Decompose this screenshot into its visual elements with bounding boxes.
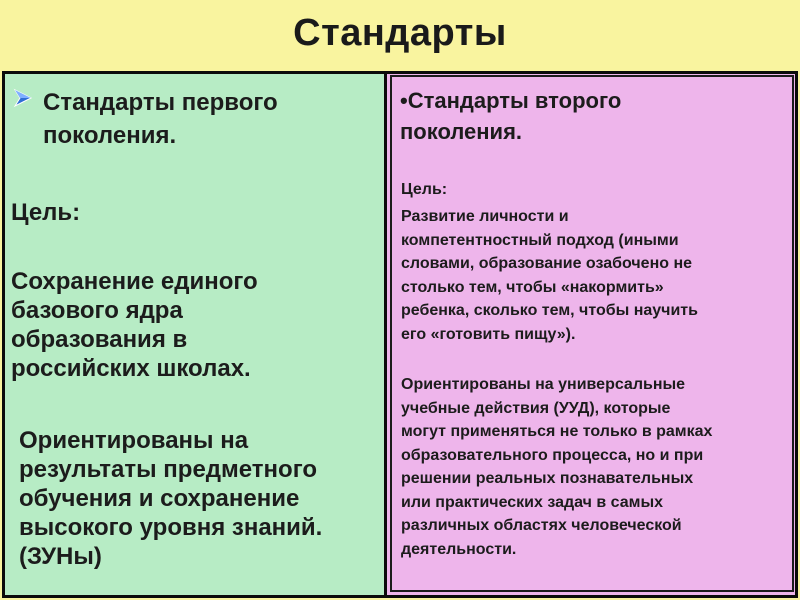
text-line: образования в xyxy=(11,326,188,353)
text-line: обучения и сохранение xyxy=(19,485,300,512)
first-generation-goal-text xyxy=(11,267,401,383)
goal-label: Цель: xyxy=(11,199,81,226)
page-title: Стандарты xyxy=(293,12,507,54)
heading-line: Стандарты второго xyxy=(407,88,622,113)
text-line: или практических задач в самых xyxy=(401,493,664,511)
text-line: базового ядра xyxy=(11,297,183,324)
text-line: учебные действия (УУД), которые xyxy=(401,399,671,417)
text-line: высокого уровня знаний. xyxy=(19,514,323,541)
text-line: столько тем, чтобы «накормить» xyxy=(401,278,664,296)
text-line: различных областях человеческой xyxy=(401,517,682,534)
bullet-icon: • xyxy=(400,88,408,113)
text-line: Развитие личности и xyxy=(401,208,569,225)
text-line: ребенка, сколько тем, чтобы научить xyxy=(401,302,698,319)
second-generation-frame xyxy=(390,75,794,592)
first-generation-panel xyxy=(2,71,390,598)
text-line: Сохранение единого xyxy=(11,268,258,295)
second-generation-orientation-text xyxy=(401,373,786,561)
text-line: (ЗУНы) xyxy=(19,543,102,570)
text-line: словами, образование озабочено не xyxy=(401,255,693,272)
heading-line: Стандарты первого xyxy=(43,89,278,116)
text-line: российских школах. xyxy=(11,355,251,382)
first-generation-orientation-text xyxy=(13,426,383,571)
second-generation-panel xyxy=(384,71,798,598)
text-line: его «готовить пищу»). xyxy=(401,325,576,343)
second-generation-heading xyxy=(400,85,780,147)
text-line: компетентностный подход (иными xyxy=(401,231,679,249)
heading-line: поколения. xyxy=(43,122,177,149)
text-line: результаты предметного xyxy=(19,456,318,483)
first-generation-heading xyxy=(43,86,383,152)
arrow-bullet-icon xyxy=(13,88,33,108)
second-generation-goal-text xyxy=(401,205,781,346)
text-line: деятельности. xyxy=(401,540,517,558)
heading-line: поколения. xyxy=(400,119,523,144)
text-line: образовательного процесса, но и при xyxy=(401,446,704,464)
text-line: могут применяться не только в рамках xyxy=(401,423,713,440)
goal-label: Цель: xyxy=(401,181,448,198)
text-line: Ориентированы на xyxy=(19,427,249,454)
text-line: решении реальных познавательных xyxy=(401,470,694,487)
text-line: Ориентированы на универсальные xyxy=(401,376,686,393)
